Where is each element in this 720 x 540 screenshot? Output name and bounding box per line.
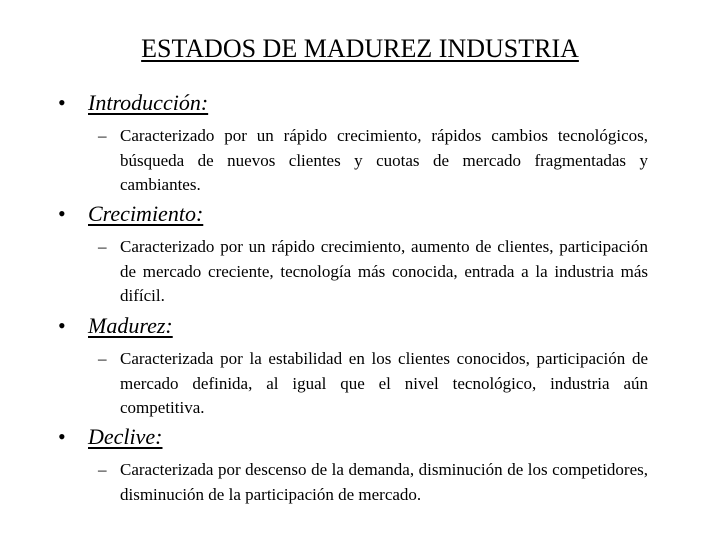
stage-description <box>98 235 658 309</box>
stage-label: Introducción: <box>88 90 209 115</box>
dash-icon: – <box>98 126 107 145</box>
stage-description <box>98 124 658 198</box>
bullet-icon: • <box>58 424 66 449</box>
stage-heading <box>58 90 658 116</box>
stage-heading <box>58 313 658 339</box>
page-title: ESTADOS DE MADUREZ INDUSTRIA <box>141 34 579 63</box>
stage-heading <box>58 201 658 227</box>
bullet-icon: • <box>58 90 66 115</box>
stage-crecimiento <box>58 201 658 309</box>
bullet-icon: • <box>58 313 66 338</box>
stage-madurez <box>58 313 658 421</box>
stage-label: Madurez: <box>88 313 173 338</box>
stage-heading <box>58 424 658 450</box>
stage-label: Declive: <box>88 424 163 449</box>
dash-icon: – <box>98 237 107 256</box>
stage-description-text: Caracterizada por la estabilidad en los clientes conocidos, participación de mercado definida, al igual que el nivel tecnológico, industria aún competitiva. <box>120 349 648 417</box>
dash-icon: – <box>98 460 107 479</box>
stage-description-text: Caracterizado por un rápido crecimiento, aumento de clientes, participación de mercado creciente, tecnología más conocida, entrada a la industria más difícil. <box>120 237 648 305</box>
dash-icon: – <box>98 349 107 368</box>
stage-description-text: Caracterizada por descenso de la demanda, disminución de los competidores, disminución de la participación de mercado. <box>120 460 648 504</box>
stage-description <box>98 458 658 507</box>
stage-declive <box>58 424 658 507</box>
stage-label: Crecimiento: <box>88 201 204 226</box>
stage-description-text: Caracterizado por un rápido crecimiento, rápidos cambios tecnológicos, búsqueda de nuevos clientes y cuotas de mercado fragmentadas y cambiantes. <box>120 126 648 194</box>
stage-introduccion <box>58 90 658 198</box>
stage-description <box>98 347 658 421</box>
bullet-icon: • <box>58 201 66 226</box>
